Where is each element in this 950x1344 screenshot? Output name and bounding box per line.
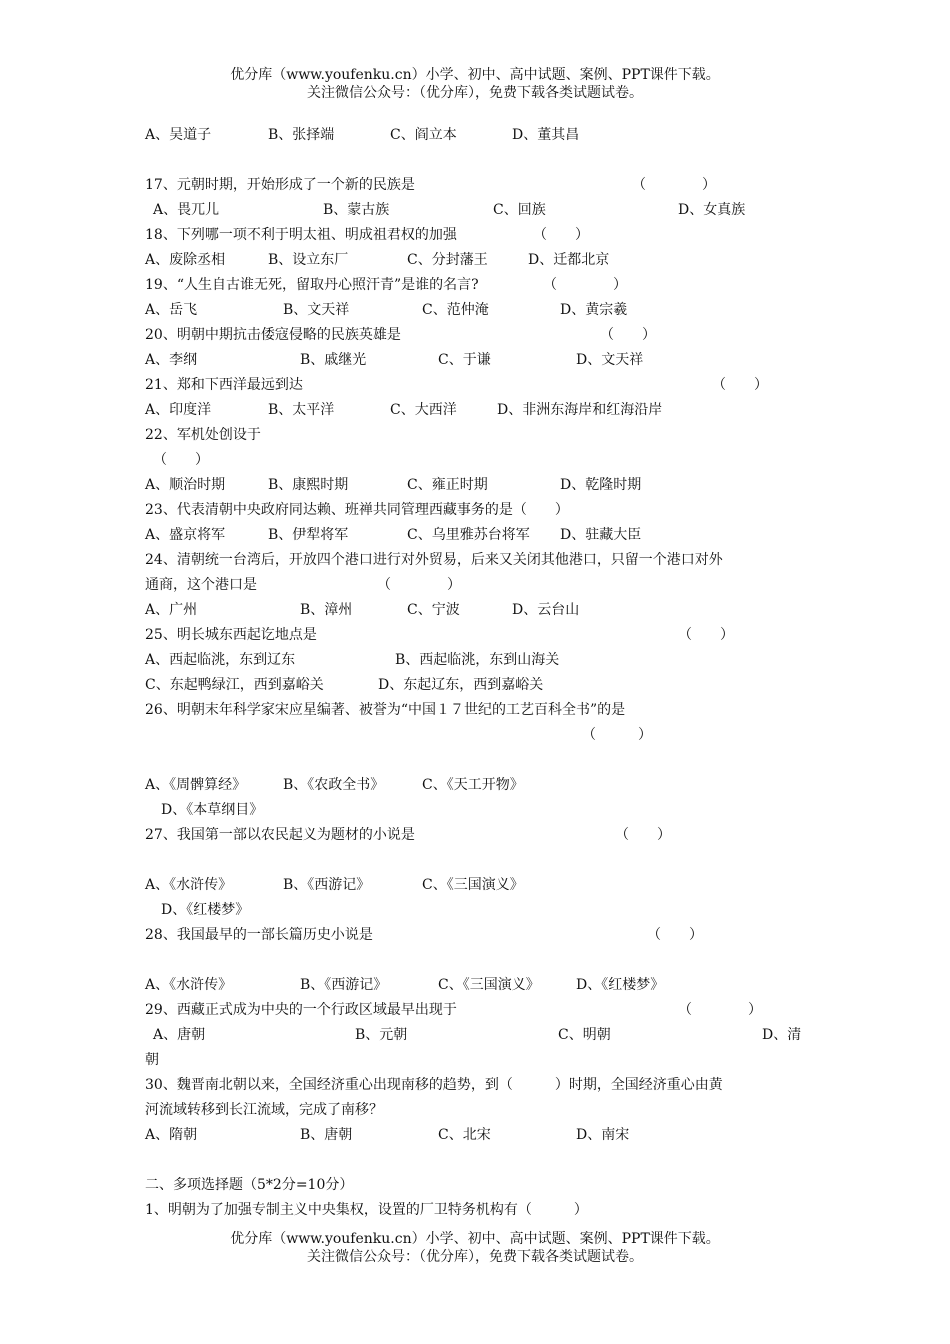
q21-stem xyxy=(145,373,810,398)
answer-parentheses: （ ） xyxy=(615,827,671,843)
option: B、伊犁将军 xyxy=(268,527,349,543)
option: C、《三国演义》 xyxy=(438,977,540,993)
q18-options xyxy=(145,248,810,273)
option: B、戚继光 xyxy=(300,352,367,368)
option: C、阎立本 xyxy=(390,127,457,143)
option: C、范仲淹 xyxy=(422,302,489,318)
q25-stem xyxy=(145,623,810,648)
option: A、盛京将军 xyxy=(145,527,226,543)
q30-stem-line1 xyxy=(145,1073,810,1098)
option: B、《西游记》 xyxy=(283,877,371,893)
option: C、北宋 xyxy=(438,1127,491,1143)
option: A、印度洋 xyxy=(145,402,212,418)
option: B、西起临洮，东到山海关 xyxy=(395,652,560,668)
option-wrap: 朝 xyxy=(145,1052,159,1068)
answer-parentheses: （ ） xyxy=(543,277,627,293)
option: B、唐朝 xyxy=(300,1127,353,1143)
q19-stem xyxy=(145,273,810,298)
q22-paren-line xyxy=(145,448,810,473)
question-text: 19、“人生自古谁无死，留取丹心照汗青”是谁的名言? xyxy=(145,277,479,293)
option: A、岳飞 xyxy=(145,302,198,318)
question-text: 22、军机处创设于 xyxy=(145,427,261,443)
header-line-1: 优分库（www.youfenku.cn）小学、初中、高中试题、案例、PPT课件下载。 xyxy=(230,67,720,83)
option: A、《周髀算经》 xyxy=(145,777,247,793)
answer-parentheses: （ ） xyxy=(377,577,461,593)
option: D、《红楼梦》 xyxy=(576,977,665,993)
answer-parentheses: （ ） xyxy=(153,452,209,468)
option: D、女真族 xyxy=(678,202,746,218)
question-text: 17、元朝时期，开始形成了一个新的民族是 xyxy=(145,177,415,193)
q24-options xyxy=(145,598,810,623)
q28-stem xyxy=(145,923,810,948)
question-text: 26、明朝末年科学家宋应星编著、被誉为“中国１７世纪的工艺百科全书”的是 xyxy=(145,702,626,718)
q27-options-row1 xyxy=(145,873,810,898)
question-text: 21、郑和下西洋最远到达 xyxy=(145,377,303,393)
option: D、驻藏大臣 xyxy=(560,527,642,543)
q23-stem xyxy=(145,498,810,523)
option: B、康熙时期 xyxy=(268,477,349,493)
option: D、迁都北京 xyxy=(528,252,610,268)
section2-q1 xyxy=(145,1198,810,1223)
option: A、畏兀儿 xyxy=(153,202,220,218)
q18-stem xyxy=(145,223,810,248)
question-text: 23、代表清朝中央政府同达赖、班禅共同管理西藏事务的是（ ） xyxy=(145,502,569,518)
question-text: 通商，这个港口是 xyxy=(145,577,257,593)
option: B、《西游记》 xyxy=(300,977,388,993)
question-list xyxy=(145,123,810,1223)
option: D、南宋 xyxy=(576,1127,630,1143)
q29-wrap-line xyxy=(145,1048,810,1073)
option: A、《水浒传》 xyxy=(145,877,233,893)
page-header xyxy=(0,66,950,102)
option: A、废除丞相 xyxy=(145,252,226,268)
option: C、《三国演义》 xyxy=(422,877,524,893)
option: D、文天祥 xyxy=(576,352,644,368)
footer-line-2: 关注微信公众号：（优分库），免费下载各类试题试卷。 xyxy=(307,1249,643,1265)
question-text: 18、下列哪一项不利于明太祖、明成祖君权的加强 xyxy=(145,227,457,243)
answer-parentheses: （ ） xyxy=(678,627,734,643)
option: B、张择端 xyxy=(268,127,335,143)
question-text: 29、西藏正式成为中央的一个行政区域最早出现于 xyxy=(145,1002,457,1018)
option: A、隋朝 xyxy=(145,1127,198,1143)
option: D、董其昌 xyxy=(512,127,580,143)
option: A、《水浒传》 xyxy=(145,977,233,993)
option: D、黄宗羲 xyxy=(560,302,628,318)
option: B、设立东厂 xyxy=(268,252,349,268)
q30-options xyxy=(145,1123,810,1148)
option: C、分封藩王 xyxy=(407,252,488,268)
q17-stem xyxy=(145,173,810,198)
question-text: 30、魏晋南北朝以来，全国经济重心出现南移的趋势，到（ ）时期，全国经济重心由黄 xyxy=(145,1077,723,1093)
option: B、漳州 xyxy=(300,602,353,618)
q22-stem xyxy=(145,423,810,448)
footer-line-1: 优分库（www.youfenku.cn）小学、初中、高中试题、案例、PPT课件下载。 xyxy=(230,1231,720,1247)
q26-options-row2 xyxy=(145,798,810,823)
option: A、吴道子 xyxy=(145,127,212,143)
question-text: 1、明朝为了加强专制主义中央集权，设置的厂卫特务机构有（ ） xyxy=(145,1202,588,1218)
option: C、宁波 xyxy=(407,602,460,618)
q21-options xyxy=(145,398,810,423)
answer-parentheses: （ ） xyxy=(712,377,768,393)
option: A、顺治时期 xyxy=(145,477,226,493)
q24-stem-line2 xyxy=(145,573,810,598)
option: D、非洲东海岸和红海沿岸 xyxy=(497,402,663,418)
question-text: 27、我国第一部以农民起义为题材的小说是 xyxy=(145,827,415,843)
answer-parentheses: （ ） xyxy=(533,227,589,243)
q26-paren-line xyxy=(145,723,810,748)
option: D、乾隆时期 xyxy=(560,477,642,493)
q20-options xyxy=(145,348,810,373)
page-footer xyxy=(0,1230,950,1266)
q26-options-row1 xyxy=(145,773,810,798)
answer-parentheses: （ ） xyxy=(647,927,703,943)
answer-parentheses: （ ） xyxy=(678,1002,762,1018)
q28-options xyxy=(145,973,810,998)
question-text: 28、我国最早的一部长篇历史小说是 xyxy=(145,927,373,943)
option: C、于谦 xyxy=(438,352,491,368)
option: C、雍正时期 xyxy=(407,477,488,493)
option: B、《农政全书》 xyxy=(283,777,385,793)
option: C、东起鸭绿江，西到嘉峪关 xyxy=(145,677,324,693)
q29-options xyxy=(145,1023,810,1048)
q22-options xyxy=(145,473,810,498)
option: C、乌里雅苏台将军 xyxy=(407,527,530,543)
option: B、文天祥 xyxy=(283,302,350,318)
option: A、西起临洮，东到辽东 xyxy=(145,652,296,668)
option: D、东起辽东，西到嘉峪关 xyxy=(378,677,544,693)
option: D、云台山 xyxy=(512,602,580,618)
q16-options xyxy=(145,123,810,148)
q23-options xyxy=(145,523,810,548)
q20-stem xyxy=(145,323,810,348)
option: D、《本草纲目》 xyxy=(161,802,264,818)
option: B、太平洋 xyxy=(268,402,335,418)
option: C、大西洋 xyxy=(390,402,457,418)
q24-stem-line1 xyxy=(145,548,810,573)
option: A、唐朝 xyxy=(153,1027,206,1043)
option: D、清 xyxy=(762,1027,802,1043)
option: C、回族 xyxy=(493,202,546,218)
q17-options xyxy=(145,198,810,223)
question-text: 25、明长城东西起讫地点是 xyxy=(145,627,317,643)
q27-options-row2 xyxy=(145,898,810,923)
q19-options xyxy=(145,298,810,323)
q27-stem xyxy=(145,823,810,848)
answer-parentheses: （ ） xyxy=(600,327,656,343)
q29-stem xyxy=(145,998,810,1023)
section-heading: 二、多项选择题（5*2分=10分） xyxy=(145,1177,354,1193)
answer-parentheses: （ ） xyxy=(582,727,652,743)
option: B、蒙古族 xyxy=(323,202,390,218)
question-text: 24、清朝统一台湾后，开放四个港口进行对外贸易，后来又关闭其他港口，只留一个港口对外 xyxy=(145,552,723,568)
answer-parentheses: （ ） xyxy=(632,177,716,193)
q25-options-row2 xyxy=(145,673,810,698)
option: A、李纲 xyxy=(145,352,198,368)
option: D、《红楼梦》 xyxy=(161,902,250,918)
q25-options-row1 xyxy=(145,648,810,673)
option: C、《天工开物》 xyxy=(422,777,524,793)
option: C、明朝 xyxy=(558,1027,611,1043)
question-text: 20、明朝中期抗击倭寇侵略的民族英雄是 xyxy=(145,327,401,343)
section2-title xyxy=(145,1173,810,1198)
question-text: 河流域转移到长江流域，完成了南移？ xyxy=(145,1102,383,1118)
option: B、元朝 xyxy=(355,1027,408,1043)
q26-stem xyxy=(145,698,810,723)
header-line-2: 关注微信公众号：（优分库），免费下载各类试题试卷。 xyxy=(307,85,643,101)
q30-stem-line2 xyxy=(145,1098,810,1123)
option: A、广州 xyxy=(145,602,198,618)
